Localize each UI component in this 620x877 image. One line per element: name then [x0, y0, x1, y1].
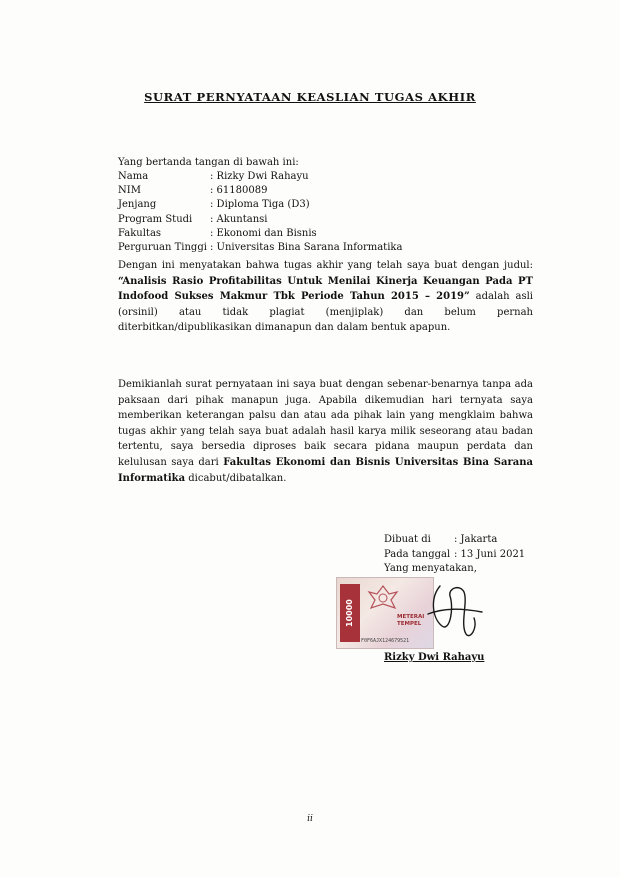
field-value: : 61180089 [210, 185, 268, 197]
place-value: : Jakarta [454, 534, 498, 545]
signer-name: Rizky Dwi Rahayu [384, 652, 485, 663]
stamp-code: F0F6AJX124679521 [361, 638, 410, 644]
field-row-program-studi [118, 213, 402, 227]
field-row-perguruan-tinggi [118, 241, 402, 255]
field-row-nim [118, 184, 402, 198]
stamp-label-line2: TEMPEL [397, 621, 422, 627]
statement-tail: dicabut/dibatalkan. [185, 472, 287, 484]
statement-paragraph [118, 377, 533, 486]
document-title: SURAT PERNYATAAN KEASLIAN TUGAS AKHIR [144, 90, 476, 104]
field-value: : Rizky Dwi Rahayu [210, 171, 309, 182]
stamp-label-line1: METERAI [397, 614, 425, 620]
field-value: : Diploma Tiga (D3) [210, 199, 310, 211]
place-row [384, 533, 525, 548]
intro-text: Yang bertanda tangan di bawah ini: [118, 157, 299, 168]
date-row [384, 548, 525, 563]
field-label: Jenjang [118, 199, 157, 211]
field-value: : Universitas Bina Sarana Informatika [210, 242, 403, 254]
handwritten-signature [420, 578, 490, 648]
date-value: : 13 Juni 2021 [454, 548, 526, 560]
declaration-lead: Dengan ini menyatakan bahwa tugas akhir yang telah saya buat dengan judul: [118, 260, 533, 271]
page-number: ii [307, 814, 313, 824]
field-row-fakultas [118, 227, 402, 241]
declaration-paragraph [118, 258, 533, 336]
signature-block [384, 533, 525, 577]
faculty-emphasis: Fakultas Ekonomi dan Bisnis Universitas Bina Sarana Informatika [118, 456, 533, 484]
field-label: Perguruan Tinggi [118, 242, 207, 254]
field-value: : Akuntansi [210, 213, 268, 225]
field-label: NIM [118, 185, 141, 197]
garuda-emblem-icon [363, 582, 403, 616]
field-label: Program Studi [118, 213, 193, 225]
field-label: Fakultas [118, 227, 162, 239]
date-label: Pada tanggal [384, 548, 451, 560]
closing-text: Yang menyatakan, [384, 563, 477, 575]
field-value: : Ekonomi dan Bisnis [210, 227, 317, 239]
declaration-rest: adalah asli (orsinil) atau tidak plagiat (menjiplak) dan belum pernah diterbitkan/dipublikasikan dimanapun dan dalam bentuk apapun. [118, 291, 533, 334]
thesis-title: “Analisis Rasio Profitabilitas Untuk Menilai Kinerja Keuangan Pada PT Indofood Sukses Makmur Tbk Periode Tahun 2015 – 2019” [118, 275, 533, 303]
statement-lead: Demikianlah surat pernyataan ini saya buat dengan sebenar-benarnya tanpa ada paksaan dari pihak manapun juga. Apabila dikemudian hari ternyata saya memberikan keterangan palsu dan atau ada pihak lain yang mengklaim bahwa tugas akhir yang telah saya buat adalah hasil karya milik seseorang atau badan tertentu, saya bersedia diproses baik secara pidana maupun perdata dan kelulusan saya dari [118, 379, 533, 468]
field-label: Nama [118, 171, 149, 182]
field-row-jenjang [118, 198, 402, 212]
identity-table [118, 170, 402, 255]
place-label: Dibuat di [384, 534, 431, 545]
field-row-nama [118, 170, 402, 184]
stamp-amount: 10000 [340, 584, 360, 642]
